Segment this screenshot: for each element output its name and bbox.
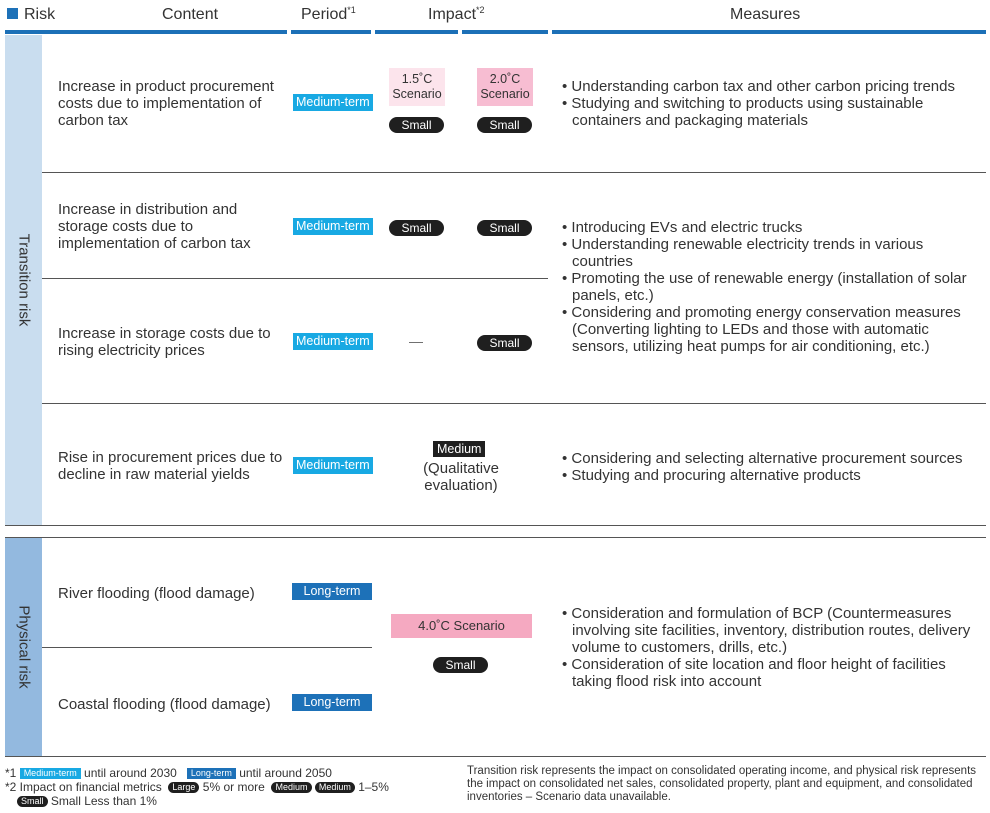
- header-content: Content: [162, 6, 219, 23]
- measure-item: • Studying and switching to products using sustainable containers and packaging materials: [562, 95, 982, 129]
- footnote-medium-badge: Medium: [315, 782, 355, 793]
- impact-badge-physical: Small: [433, 657, 488, 673]
- impact-badge-r2-20: Small: [477, 220, 532, 236]
- period-tag-r4: Medium-term: [293, 457, 373, 474]
- scenario-2-0-label: 2.0˚C Scenario: [477, 68, 533, 106]
- header-rule: [375, 30, 458, 34]
- table-bottom-rule: [5, 756, 986, 757]
- impact-qualitative-note: (Qualitative evaluation): [423, 460, 499, 494]
- measure-item: • Understanding renewable electricity trends in various countries: [562, 236, 982, 270]
- header-rule: [552, 30, 986, 34]
- measure-item: • Consideration and formulation of BCP (Countermeasures involving site facilities, inventory, distribution routes, delivery volume to customers, drills, etc.): [562, 605, 986, 656]
- footnote-scope-note: Transition risk represents the impact on consolidated operating income, and physical risk represents the impact on consolidated net sales, consolidated property, plant and equipment, and consolidated inventories – Scenario data unavailable.: [467, 765, 977, 803]
- risk-content-r4: Rise in procurement prices due to decline in raw material yields: [58, 449, 283, 483]
- measures-r4: [562, 450, 982, 484]
- scenario-4-0-label: 4.0˚C Scenario: [391, 614, 532, 638]
- period-tag-r5: Long-term: [292, 583, 372, 600]
- header-impact: Impact$^{*2}$: [428, 5, 485, 23]
- section-divider: [5, 525, 986, 526]
- header-rule: [5, 30, 287, 34]
- row-divider: [42, 172, 986, 173]
- measures-r2-r3: [562, 219, 982, 355]
- impact-badge-r1-20: Small: [477, 117, 532, 133]
- measure-item: • Considering and selecting alternative procurement sources: [562, 450, 982, 467]
- risk-content-r2: Increase in distribution and storage costs due to implementation of carbon tax: [58, 201, 251, 252]
- measure-item: • Studying and procuring alternative products: [562, 467, 982, 484]
- risk-content-r1: Increase in product procurement costs due to implementation of carbon tax: [58, 78, 274, 129]
- impact-badge-r4: Medium: [433, 441, 485, 457]
- risk-legend-square-icon: [7, 8, 18, 19]
- measures-physical: [562, 605, 986, 690]
- section-divider: [5, 537, 986, 538]
- footnote-2: *2 Impact on financial metrics Large 5% or more Medium Medium 1–5%: [5, 780, 389, 794]
- measure-item: • Considering and promoting energy conservation measures (Converting lighting to LEDs and those with automatic sensors, utilizing heat pumps for air conditioning, etc.): [562, 304, 982, 355]
- period-tag-r2: Medium-term: [293, 218, 373, 235]
- measure-item: • Promoting the use of renewable energy (installation of solar panels, etc.): [562, 270, 982, 304]
- physical-risk-band: [5, 538, 42, 756]
- risk-content-r6: Coastal flooding (flood damage): [58, 696, 271, 713]
- period-tag-r1: Medium-term: [293, 94, 373, 111]
- impact-badge-r1-15: Small: [389, 117, 444, 133]
- physical-risk-label: Physical risk: [15, 605, 32, 689]
- row-divider: [42, 403, 986, 404]
- header-rule: [462, 30, 548, 34]
- impact-badge-r3-20: Small: [477, 335, 532, 351]
- impact-badge-r2-15: Small: [389, 220, 444, 236]
- measure-item: • Consideration of site location and floor height of facilities taking flood risk into account: [562, 656, 986, 690]
- footnote-small-badge: Small: [17, 796, 48, 807]
- measures-r1: [562, 78, 982, 129]
- measure-item: • Understanding carbon tax and other carbon pricing trends: [562, 78, 982, 95]
- header-measures: Measures: [730, 6, 801, 23]
- period-tag-r6: Long-term: [292, 694, 372, 711]
- row-divider: [42, 647, 372, 648]
- period-tag-r3: Medium-term: [293, 333, 373, 350]
- footnote-long-term-tag: Long-term: [187, 768, 236, 779]
- footnote-1: *1 Medium-term until around 2030 Long-term until around 2050: [5, 766, 332, 780]
- row-divider: [42, 278, 548, 279]
- footnote-large-badge: Large: [168, 782, 199, 793]
- header-rule: [291, 30, 371, 34]
- transition-risk-band: [5, 35, 42, 525]
- header-risk: Risk: [24, 6, 56, 23]
- header-period: Period$^{*1}$: [301, 5, 356, 23]
- measure-item: • Introducing EVs and electric trucks: [562, 219, 982, 236]
- footnote-medium-badge: Medium: [271, 782, 311, 793]
- risk-content-r3: Increase in storage costs due to rising electricity prices: [58, 325, 271, 359]
- footnote-medium-term-tag: Medium-term: [20, 768, 81, 779]
- risk-content-r5: River flooding (flood damage): [58, 585, 255, 602]
- scenario-1-5-label: 1.5˚C Scenario: [389, 68, 445, 106]
- footnote-3: Small Small Less than 1%: [17, 795, 157, 808]
- impact-dash-r3: —: [409, 333, 423, 349]
- transition-risk-label: Transition risk: [15, 233, 32, 327]
